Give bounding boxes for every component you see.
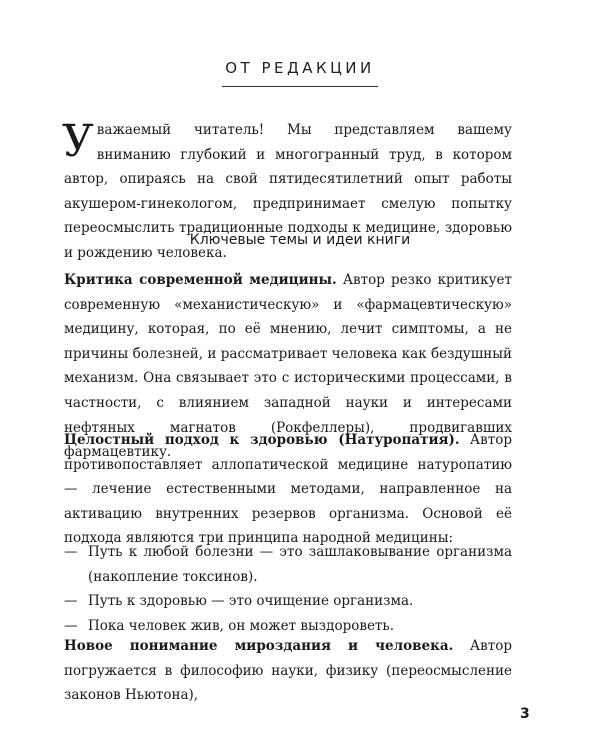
list-item: — Пока человек жив, он может выздороветь. (64, 614, 512, 639)
list-item: — Путь к любой болезни — это зашлаковывание организма (накопление токсинов). (64, 540, 512, 589)
section-header-title: ОТ РЕДАКЦИИ (225, 59, 375, 77)
intro-text: важаемый читатель! Мы представляем вашему вниманию глубокий и многогранный труд, в котором автор, опираясь на свой пятидесятилетний опыт работы акушером-гинекологом, предпринимает смелую попытку переосмыслить традиционные подходы к медицине, здоровью и рождению человека. (64, 122, 512, 261)
section-text: Автор противопоставляет аллопатической медицине натуропатию — лечение естественными методами, направленное на активацию внутренних резервов организма. Основой её подхода являются три принципа народной медицины: (64, 432, 512, 547)
section-title: Критика современной медицины. (64, 272, 337, 288)
section-title: Целостный подход к здоровью (Натуропатия). (64, 432, 460, 448)
drop-cap-letter: У (62, 116, 94, 167)
section-paragraph-naturopathy (64, 428, 512, 551)
key-themes-heading: Ключевые темы и идеи книги (189, 232, 411, 248)
principles-list (64, 540, 512, 638)
list-item: — Путь к здоровью — это очищение организма. (64, 589, 512, 614)
section-text: Автор резко критикует современную «механистическую» и «фармацевтическую» медицину, которая, по её мнению, лечит симптомы, а не причины болезней, и рассматривает человека как бездушный механизм. Она связывает это с историческими процессами, в частности, с влиянием западной науки и интересами нефтяных магнатов (Рокфеллеры), продвигавших фармацевтику. (64, 272, 512, 461)
section-paragraph-worldview (64, 634, 512, 708)
section-title: Новое понимание мироздания и человека. (64, 638, 454, 654)
section-text: Автор погружается в философию науки, физику (переосмысление законов Ньютона), (64, 638, 512, 704)
header-divider (222, 86, 378, 87)
page-number: 3 (520, 706, 530, 722)
